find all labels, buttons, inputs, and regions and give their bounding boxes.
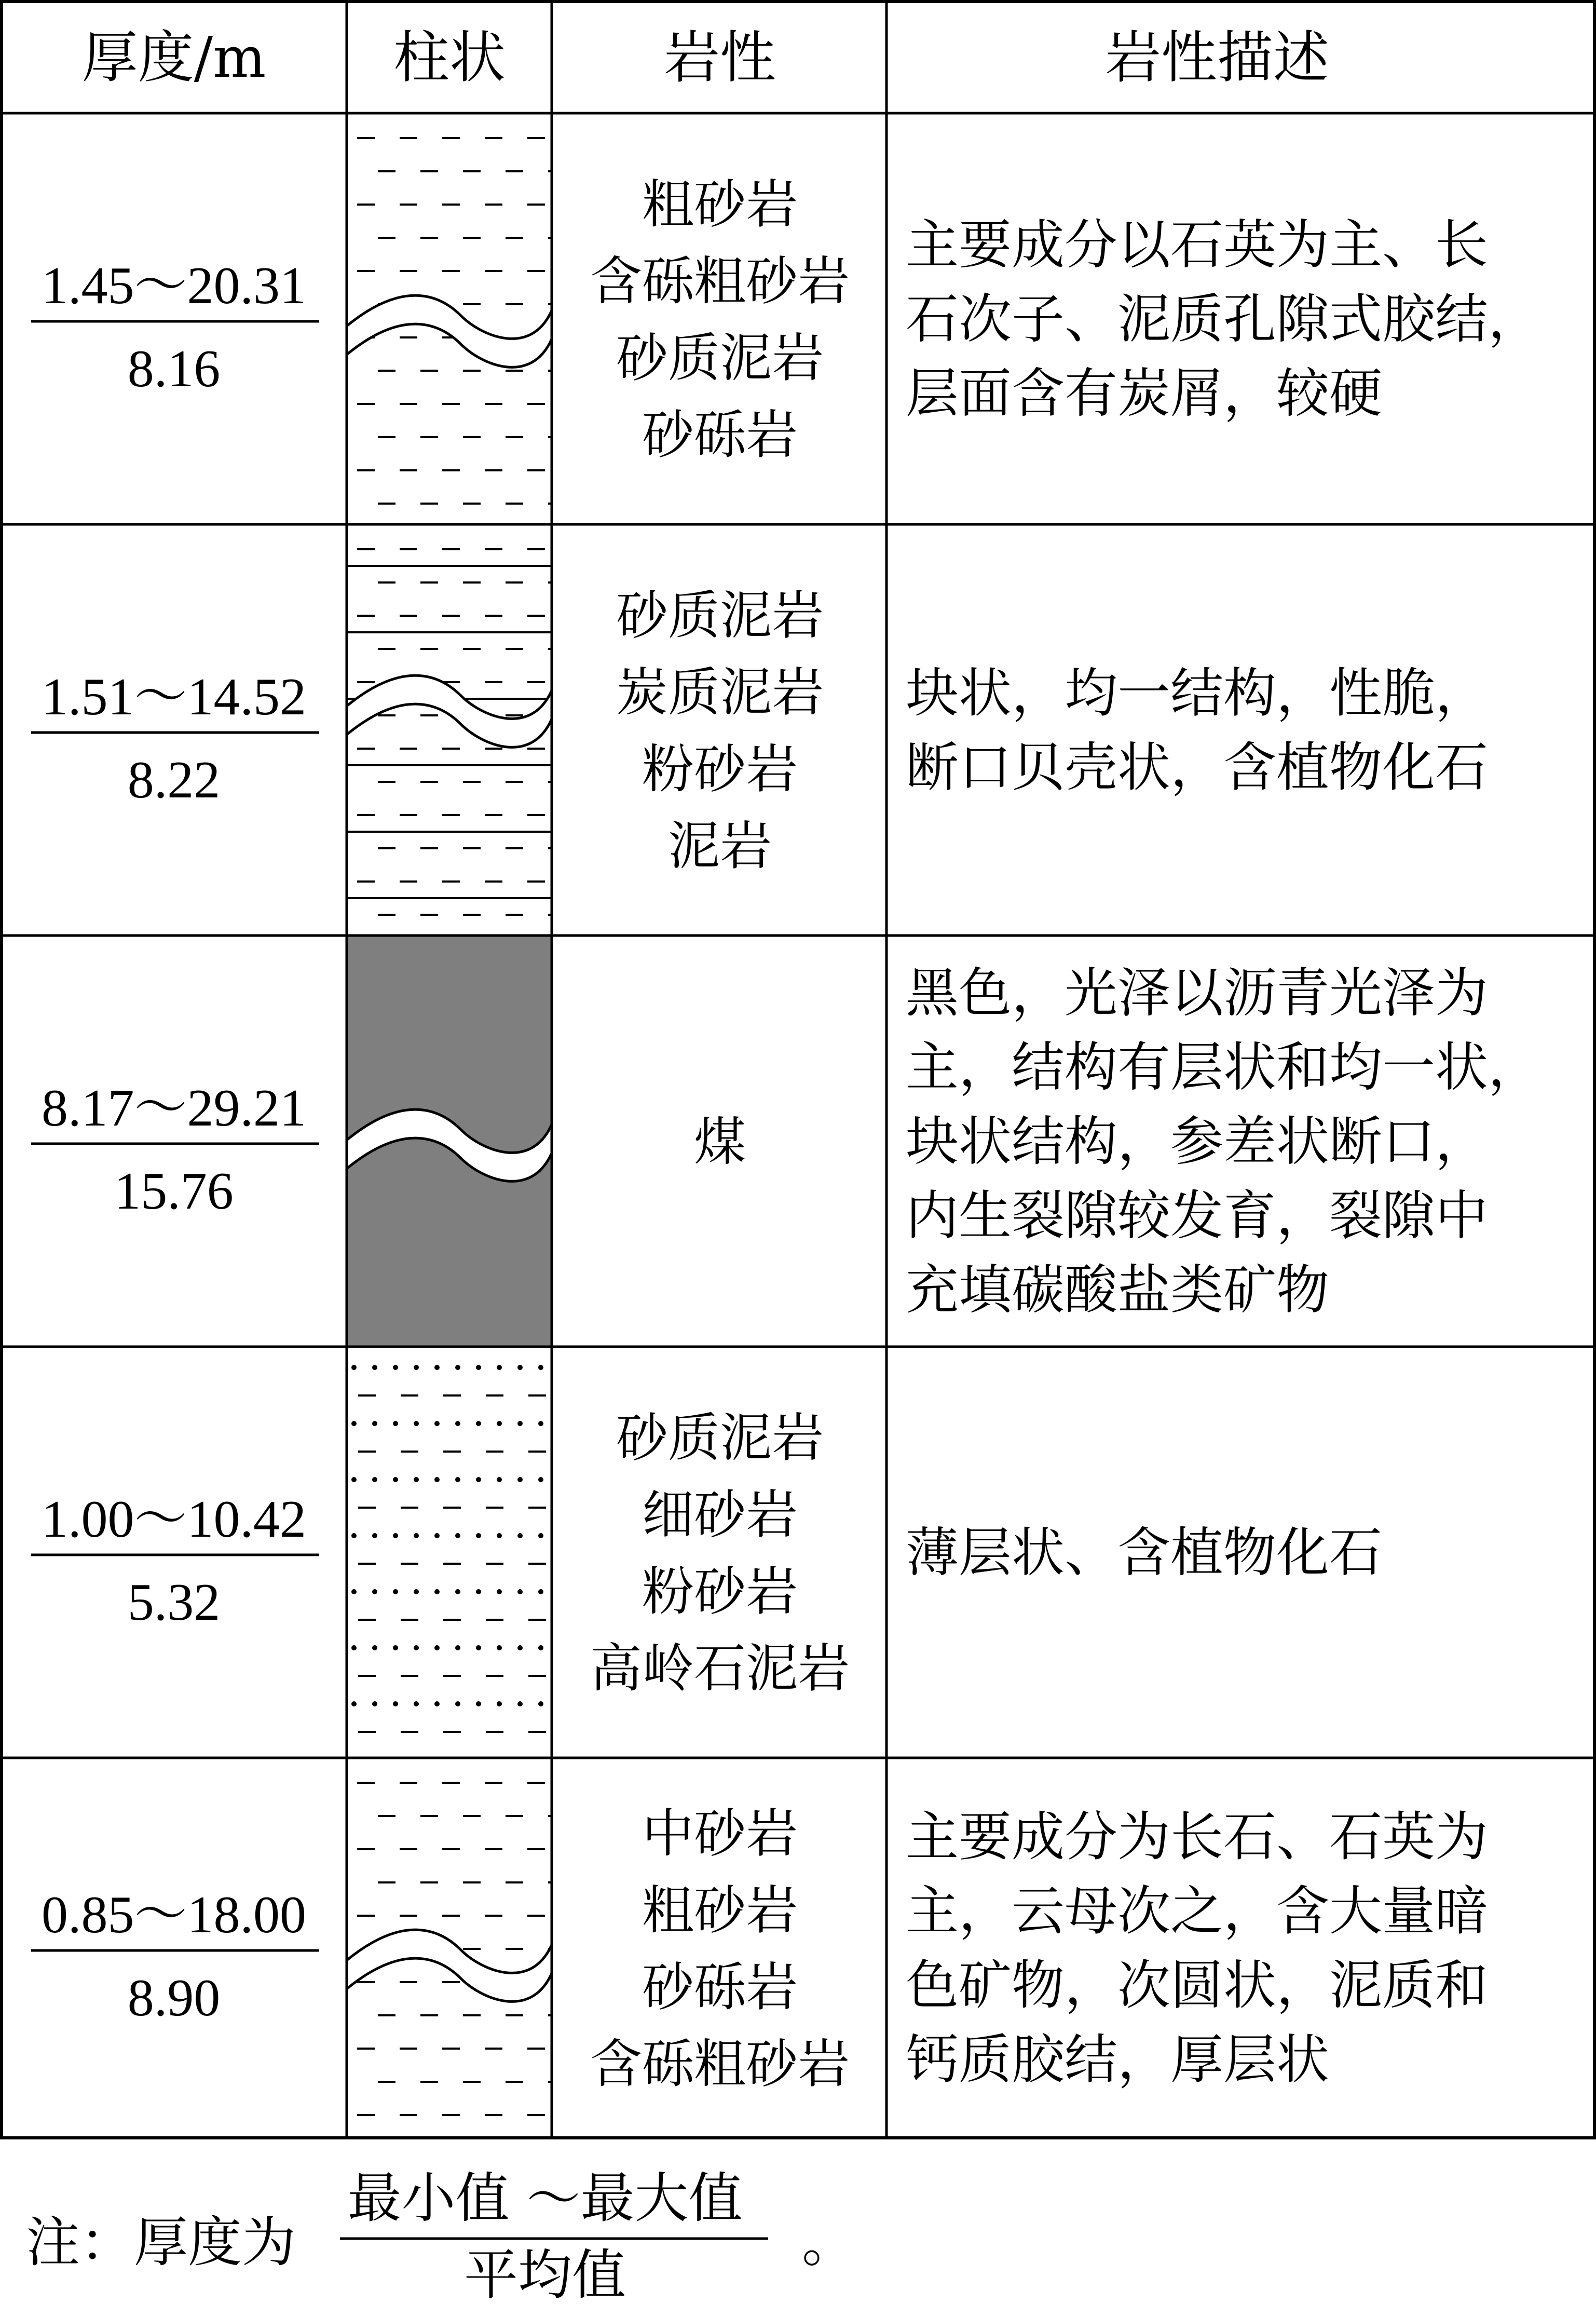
- pattern-dot: [455, 1589, 460, 1594]
- lithology-name: 粗砂岩: [642, 174, 798, 235]
- header-description: 岩性描述: [1104, 25, 1330, 90]
- lithology-name: 粉砂岩: [642, 1561, 798, 1622]
- lithology-description-line: 主要成分以石英为主、长: [906, 214, 1488, 276]
- pattern-dot: [351, 1645, 357, 1650]
- pattern-dot: [455, 1645, 460, 1650]
- thickness-average: 5.32: [127, 1573, 221, 1632]
- lithology-description-line: 薄层状、含植物化石: [906, 1522, 1382, 1584]
- lithology-description-line: 层面含有炭屑，较硬: [906, 363, 1382, 425]
- pattern-dot: [351, 1365, 357, 1370]
- pattern-dot: [517, 1477, 523, 1482]
- lithology-description-line: 主要成分为长石、石英为: [906, 1806, 1488, 1868]
- lithology-description-line: 断口贝壳状，含植物化石: [906, 737, 1488, 799]
- pattern-dot: [538, 1645, 543, 1650]
- pattern-dot: [372, 1645, 377, 1650]
- lithology-description-line: 黑色，光泽以沥青光泽为: [906, 963, 1488, 1024]
- thickness-range: 0.85～18.00: [42, 1886, 306, 1944]
- pattern-dot: [517, 1701, 523, 1706]
- pattern-dot: [517, 1645, 523, 1650]
- lithology-description-line: 充填碳酸盐类矿物: [906, 1259, 1329, 1321]
- lithology-description-line: 块状，均一结构，性脆，: [906, 662, 1488, 725]
- header-thickness: 厚度/m: [81, 25, 266, 90]
- lithology-name: 煤: [694, 1112, 746, 1172]
- pattern-dot: [351, 1589, 357, 1594]
- pattern-dot: [455, 1701, 460, 1706]
- note-denominator: 平均值: [463, 2243, 626, 2304]
- pattern-dot: [372, 1589, 377, 1594]
- pattern-dot: [434, 1365, 440, 1370]
- note-prefix: 注：厚度为: [26, 2211, 296, 2274]
- pattern-dot: [476, 1477, 481, 1482]
- pattern-dot: [372, 1421, 377, 1426]
- pattern-dot: [538, 1477, 543, 1482]
- pattern-dot: [414, 1477, 419, 1482]
- thickness-average: 8.16: [127, 340, 221, 398]
- pattern-dot: [393, 1589, 398, 1594]
- pattern-dot: [351, 1701, 357, 1706]
- pattern-dot: [497, 1701, 502, 1706]
- table-header: [82, 25, 1329, 90]
- lithology-description-line: 主，云母次之，含大量暗: [906, 1880, 1488, 1943]
- pattern-dot: [517, 1589, 523, 1594]
- lithology-name: 含砾粗砂岩: [590, 2034, 850, 2094]
- pattern-dot: [414, 1701, 419, 1706]
- thickness-range: 1.51～14.52: [42, 668, 306, 726]
- lithology-description-line: 色矿物，次圆状，泥质和: [906, 1955, 1488, 2017]
- thickness-range: 1.00～10.42: [42, 1490, 306, 1549]
- lithology-name: 砂质泥岩: [616, 328, 824, 388]
- thickness-average: 8.90: [127, 1969, 221, 2027]
- pattern-dot: [434, 1477, 440, 1482]
- lithology-name: 细砂岩: [642, 1484, 798, 1545]
- pattern-dot: [372, 1533, 377, 1538]
- thickness-average: 8.22: [127, 751, 221, 809]
- pattern-dot: [517, 1365, 523, 1370]
- pattern-dot: [455, 1421, 460, 1426]
- pattern-dot: [476, 1365, 481, 1370]
- pattern-dot: [497, 1645, 502, 1650]
- pattern-dot: [434, 1589, 440, 1594]
- lithology-description-line: 内生裂隙较发育，裂隙中: [906, 1185, 1488, 1247]
- lithology-column-1: [347, 549, 566, 915]
- pattern-dot: [351, 1477, 357, 1482]
- pattern-dot: [372, 1701, 377, 1706]
- pattern-dot: [517, 1421, 523, 1426]
- pattern-dot: [372, 1365, 377, 1370]
- pattern-dot: [455, 1365, 460, 1370]
- lithology-column-0: [347, 138, 566, 504]
- pattern-dot: [455, 1477, 460, 1482]
- pattern-dot: [393, 1645, 398, 1650]
- pattern-dot: [414, 1365, 419, 1370]
- lithology-description-line: 主，结构有层状和均一状，: [906, 1037, 1541, 1099]
- lithology-name: 砂砾岩: [642, 1957, 798, 2017]
- pattern-dot: [476, 1589, 481, 1594]
- pattern-dot: [434, 1701, 440, 1706]
- lithology-name: 含砾粗砂岩: [590, 251, 850, 311]
- pattern-dot: [497, 1477, 502, 1482]
- lithology-name: 高岭石泥岩: [590, 1638, 850, 1699]
- pattern-dot: [538, 1421, 543, 1426]
- lithology-name: 粗砂岩: [642, 1880, 798, 1941]
- lithology-name: 砂质泥岩: [616, 1407, 824, 1468]
- thickness-average: 15.76: [114, 1162, 234, 1221]
- pattern-dot: [351, 1533, 357, 1538]
- pattern-dot: [476, 1645, 481, 1650]
- thickness-range: 1.45～20.31: [42, 256, 306, 315]
- pattern-dot: [497, 1589, 502, 1594]
- pattern-dot: [414, 1533, 419, 1538]
- lithology-columns: [347, 138, 566, 2115]
- thickness-range: 8.17～29.21: [42, 1079, 306, 1137]
- lithology-name: 中砂岩: [642, 1803, 798, 1864]
- pattern-dot: [434, 1533, 440, 1538]
- lithology-name: 砂砾岩: [642, 404, 798, 465]
- pattern-dot: [538, 1365, 543, 1370]
- pattern-dot: [476, 1533, 481, 1538]
- header-column: 柱状: [393, 25, 506, 90]
- pattern-dot: [351, 1421, 357, 1426]
- pattern-dot: [393, 1701, 398, 1706]
- pattern-dot: [434, 1645, 440, 1650]
- note-suffix: 。: [802, 2211, 856, 2274]
- lithology-column-3: [351, 1365, 546, 1732]
- lithology-column-4: [347, 1783, 566, 2115]
- lithology-description-line: 钙质胶结，厚层状: [906, 2029, 1329, 2091]
- lithology-description-line: 石次子、泥质孔隙式胶结，: [906, 289, 1541, 350]
- pattern-dot: [517, 1533, 523, 1538]
- pattern-dot: [393, 1421, 398, 1426]
- footnote: [26, 2166, 856, 2304]
- pattern-dot: [538, 1701, 543, 1706]
- lithology-column-2: [347, 936, 552, 1347]
- lithology-name: 砂质泥岩: [616, 585, 824, 646]
- pattern-dot: [497, 1365, 502, 1370]
- pattern-dot: [414, 1645, 419, 1650]
- pattern-dot: [538, 1533, 543, 1538]
- lithology-name: 泥岩: [668, 816, 772, 876]
- lithology-description-line: 块状结构，参差状断口，: [906, 1111, 1488, 1173]
- pattern-dot: [414, 1421, 419, 1426]
- pattern-dot: [497, 1421, 502, 1426]
- lithology-name: 粉砂岩: [642, 739, 798, 799]
- pattern-dot: [372, 1477, 377, 1482]
- pattern-dot: [455, 1533, 460, 1538]
- pattern-dot: [538, 1589, 543, 1594]
- pattern-dot: [414, 1589, 419, 1594]
- pattern-dot: [476, 1701, 481, 1706]
- pattern-dot: [393, 1533, 398, 1538]
- pattern-dot: [434, 1421, 440, 1426]
- pattern-dot: [393, 1477, 398, 1482]
- lithology-name: 炭质泥岩: [616, 662, 824, 723]
- note-numerator: 最小值 ～最大值: [347, 2166, 743, 2230]
- header-lithology: 岩性: [663, 25, 776, 90]
- pattern-dot: [476, 1421, 481, 1426]
- table-rows: [31, 174, 1541, 2094]
- pattern-dot: [393, 1365, 398, 1370]
- pattern-dot: [497, 1533, 502, 1538]
